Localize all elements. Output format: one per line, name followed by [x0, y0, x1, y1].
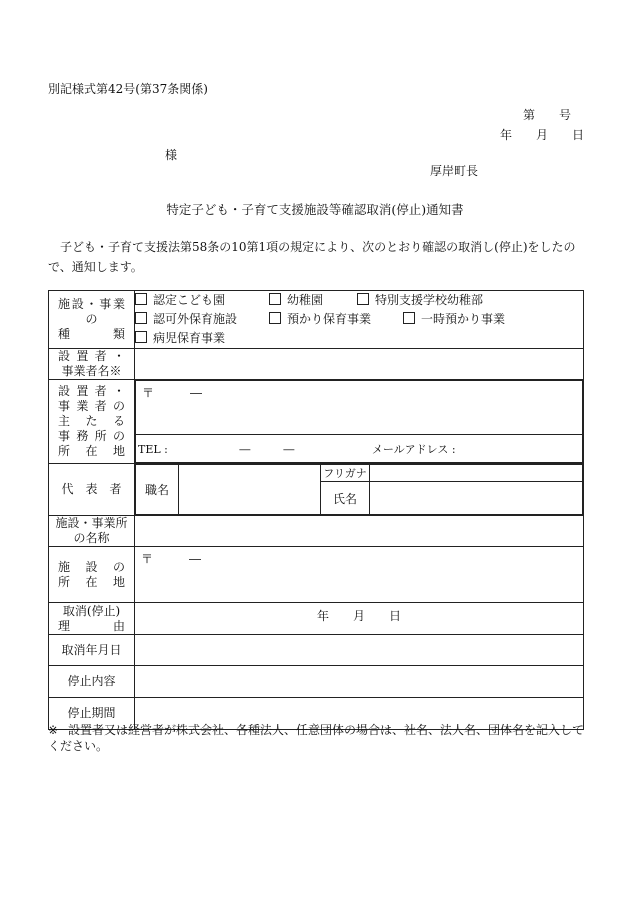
issue-date-line: 年 月 日: [500, 128, 585, 142]
checkbox[interactable]: [269, 293, 281, 305]
postal-mark: 〒: [141, 552, 154, 566]
operator-postal-field[interactable]: [136, 381, 583, 435]
facility-address-field[interactable]: [135, 547, 584, 603]
issuer-name: 厚岸町長: [430, 164, 479, 178]
operator-address-field: [135, 380, 584, 464]
row-facility-address: [49, 547, 584, 603]
tel-label: TEL :: [138, 442, 168, 456]
cancel-date-label: 取消年月日: [49, 635, 135, 666]
row-facility-name: [49, 516, 584, 547]
row-operator-address: [49, 380, 584, 464]
row-cancel-date: [49, 635, 584, 666]
row-suspension-content: [49, 666, 584, 698]
postal-dash: ―: [189, 552, 202, 566]
suspension-content-label: 停止内容: [49, 666, 135, 698]
form-reference: 別記様式第42号(第37条関係): [48, 82, 208, 96]
operator-contact-line: [136, 435, 583, 463]
option-nintei-kodomoen[interactable]: 認定こども園: [135, 291, 269, 310]
footnote-text: 設置者又は経営者が株式会社、各種法人、任意団体の場合は、社名、法人名、団体名を記入してください。: [48, 723, 585, 753]
operator-name-field[interactable]: [135, 349, 584, 380]
checkbox[interactable]: [269, 312, 281, 324]
row-representative: [49, 464, 584, 516]
notice-form-table: [48, 290, 584, 730]
representative-fields: [135, 464, 584, 516]
facility-name-field[interactable]: [135, 516, 584, 547]
option-ichiji-azukari[interactable]: 一時預かり事業: [403, 312, 505, 326]
body-text: 子ども・子育て支援法第58条の10第1項の規定により、次のとおり確認の取消し(停止)をしたので、通知します。: [48, 240, 576, 274]
reason-field[interactable]: [135, 603, 584, 635]
facility-type-label: 施設・事業 の 種 類: [49, 291, 135, 349]
checkbox[interactable]: [357, 293, 369, 305]
facility-address-label: 施 設 の 所 在 地: [49, 547, 135, 603]
postal-dash: ―: [190, 386, 203, 400]
option-tokubetsu-shien[interactable]: 特別支援学校幼稚部: [357, 293, 483, 307]
document-title: 特定子ども・子育て支援施設等確認取消(停止)通知書: [166, 202, 464, 217]
reason-date-line: 年 月 日: [316, 609, 401, 623]
facility-type-options: [135, 291, 584, 349]
row-operator-name: [49, 349, 584, 380]
operator-name-label: 設 置 者 ・ 事業者名※: [49, 349, 135, 380]
operator-address-label: 設 置 者 ・ 事 業 者 の 主 た る 事 務 所 の 所 在 地: [49, 380, 135, 464]
position-label: 職名: [136, 465, 179, 515]
representative-label: 代 表 者: [49, 464, 135, 516]
position-field[interactable]: [179, 465, 321, 515]
option-byouji-hoiku[interactable]: 病児保育事業: [135, 331, 225, 345]
name-field[interactable]: [370, 482, 583, 515]
facility-name-label: 施設・事業所 の名称: [49, 516, 135, 547]
name-label: 氏名: [321, 482, 370, 515]
suspension-period-label: 停止期間: [49, 698, 135, 730]
email-label: メールアドレス :: [371, 442, 456, 456]
checkbox[interactable]: [135, 312, 147, 324]
option-ninkagai-hoiku[interactable]: 認可外保育施設: [135, 310, 269, 329]
cancel-date-field[interactable]: [135, 635, 584, 666]
option-youchien[interactable]: 幼稚園: [269, 291, 357, 310]
option-azukari-hoiku[interactable]: 預かり保育事業: [269, 310, 403, 329]
footnote: [48, 722, 588, 754]
furigana-field[interactable]: [370, 465, 583, 482]
checkbox[interactable]: [135, 331, 147, 343]
furigana-label: フリガナ: [321, 465, 370, 482]
checkbox[interactable]: [403, 312, 415, 324]
addressee-suffix: 様: [165, 148, 178, 162]
checkbox[interactable]: [135, 293, 147, 305]
reason-label: 取消(停止) 理 由: [49, 603, 135, 635]
postal-mark: 〒: [142, 386, 155, 400]
row-facility-type: [49, 291, 584, 349]
tel-dashes: ― ―: [239, 442, 295, 456]
suspension-content-field[interactable]: [135, 666, 584, 698]
row-reason: [49, 603, 584, 635]
document-number-line: 第 号: [523, 108, 572, 122]
footnote-mark: ※: [48, 723, 59, 737]
